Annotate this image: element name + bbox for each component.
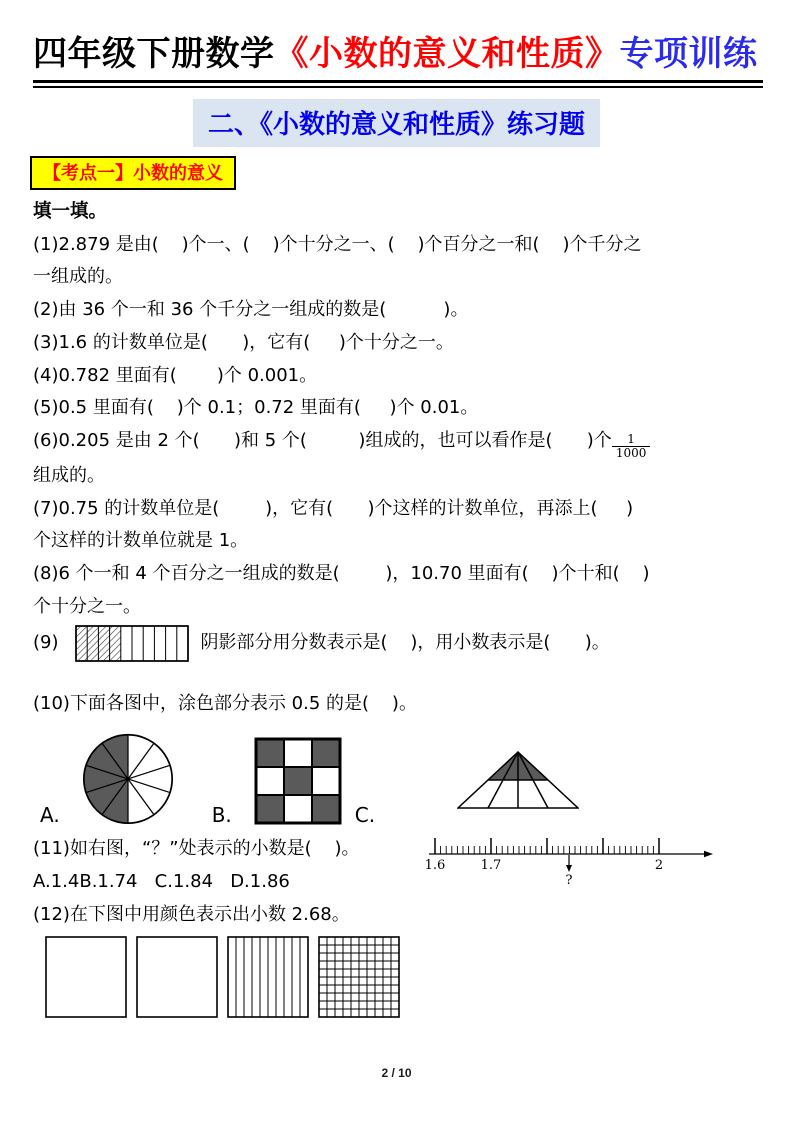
fraction-numerator: 1 [627,431,635,446]
tenths-square-figure [227,936,309,1018]
question-12: (12)在下图中用颜色表示出小数 2.68。 [33,904,350,926]
question-6-line-1 [33,425,767,460]
fraction-denominator: 1000 [612,446,651,460]
question-10: (10)下面各图中，涂色部分表示 0.5 的是( )。 [33,693,417,715]
question-7-line-1: (7)0.75 的计数单位是( )，它有( )个这样的计数单位，再添上( ) [33,497,634,519]
fill-in-heading: 填一填。 [33,201,108,222]
option-c-label: C. [354,803,376,828]
question-10-figures [40,725,767,827]
question-8-line-1: (8)6 个一和 4 个百分之一组成的数是( )，10.70 里面有( )个十和( ) [33,562,650,584]
question-9-number: (9) [33,631,59,653]
page-number: 2 / 10 [381,1066,412,1080]
question-3: (3)1.6 的计数单位是( )，它有( )个十分之一。 [33,331,454,353]
question-4: (4)0.782 里面有( )个 0.001。 [33,364,318,386]
title-tag: 专项训练 [619,34,758,74]
worksheet-body [33,196,767,1018]
question-1-line-2: 一组成的。 [33,266,123,288]
numberline-label-1-6: 1.6 [425,858,446,874]
blank-square-figure-1 [45,936,127,1018]
question-11-options: A.1.4B.1.74 C.1.84 D.1.86 [33,870,290,892]
keypoint-badge: 【考点一】小数的意义 [30,156,236,190]
numberline-question-mark: ? [565,873,573,886]
question-11: (11)如右图，“？”处表示的小数是( )。 [33,838,360,860]
question-1-line-1: (1)2.879 是由( )个一、( )个十分之一、( )个百分之一和( )个千分之 [33,233,642,255]
option-b-label: B. [211,803,232,828]
numberline-label-1-7: 1.7 [480,858,502,874]
question-9-text: 阴影部分用分数表示是( )，用小数表示是( )。 [200,631,610,653]
section-subtitle: 二、《小数的意义和性质》练习题 [193,99,600,147]
grid-fraction-figure [254,737,342,825]
triangle-fraction-figure [457,749,579,811]
page-title [33,26,767,75]
question-11-block [33,833,767,899]
tenths-bar-figure [75,625,189,662]
question-2: (2)由 36 个一和 36 个千分之一组成的数是( )。 [33,299,469,321]
question-6-line-2: 组成的。 [33,464,105,486]
title-divider [33,80,763,88]
subtitle-row [0,99,793,147]
numberline-label-2: 2 [654,858,664,874]
option-a-label: A. [40,803,60,828]
title-topic: 《小数的意义和性质》 [274,34,620,74]
question-5: (5)0.5 里面有( )个 0.1；0.72 里面有( )个 0.01。 [33,397,479,419]
number-line-figure [425,835,715,885]
down-arrow-icon [566,865,572,872]
question-7-line-2: 个这样的计数单位就是 1。 [33,530,249,552]
question-9-row [33,623,767,662]
circle-fraction-figure [80,729,176,827]
question-12-figures [45,936,767,1018]
title-grade: 四年级下册数学 [33,34,275,74]
fraction-1-1000 [612,433,651,460]
hundredths-square-figure [318,936,400,1018]
question-6-text: (6)0.205 是由 2 个( )和 5 个( )组成的，也可以看作是( )个 [33,429,612,451]
question-8-line-2: 个十分之一。 [33,595,141,617]
blank-square-figure-2 [136,936,218,1018]
